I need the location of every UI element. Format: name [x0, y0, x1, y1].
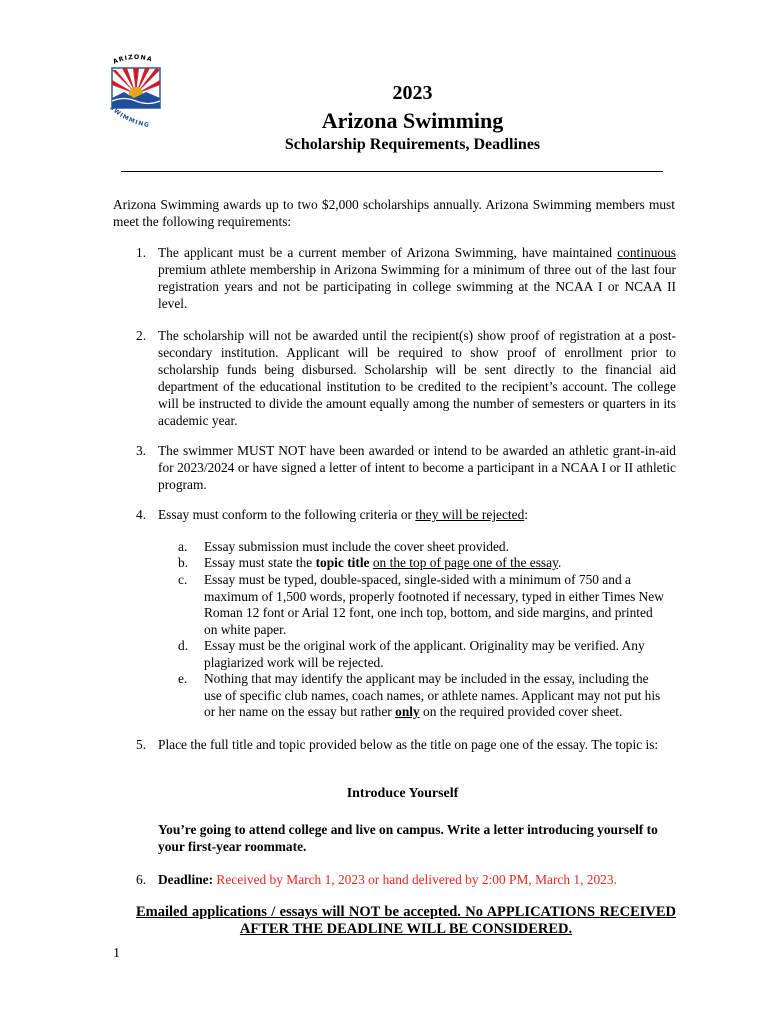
logo-bottom-text: SWIMMING [108, 104, 151, 128]
page-number: 1 [113, 946, 120, 961]
requirement-number: 4. [136, 507, 147, 522]
criteria-d: d. Essay must be the original work of the applicant. Originality may be verified. Any plagiarized work will be rejected. [178, 638, 645, 670]
requirement-5 [136, 736, 676, 753]
criteria-c: c. Essay must be typed, double-spaced, single-sided with a minimum of 750 and a maximum of 1,500 words, properly footnoted if necessary, typed in either Times New Roman 12 font or Arial 12 font, one inch top, bottom, and side margins, and printed on white paper. [178, 572, 664, 637]
underlined-text: they will be rejected [415, 507, 525, 522]
final-notice: Emailed applications / essays will NOT be accepted. No APPLICATIONS RECEIVED AFTER THE DEADLINE WILL BE CONSIDERED. [136, 904, 676, 937]
header-divider [121, 171, 663, 172]
requirement-text: The swimmer MUST NOT have been awarded or intend to be awarded an athletic grant-in-aid for 2023/2024 or have signed a letter of intent to become a participant in a NCAA I or II athletic program. [158, 443, 676, 492]
criteria-a: a. Essay submission must include the cover sheet provided. [178, 539, 509, 554]
intro-paragraph: Arizona Swimming awards up to two $2,000 scholarships annually. Arizona Swimming members must meet the following requirements: [113, 197, 675, 229]
requirement-number: 3. [136, 443, 147, 458]
requirement-text: The scholarship will not be awarded until the recipient(s) show proof of registration at a post-secondary institution. Applicant will be required to show proof of enrollment prior to scholarship funds being disbursed. Scholarship will be sent directly to the financial aid department of the educational institution to be credited to the recipient’s account. The college will be instructed to divide the amount equally among the number of semesters or quarters in its academic year. [158, 328, 676, 428]
header-subtitle: Scholarship Requirements, Deadlines [284, 136, 541, 153]
requirement-text: Place the full title and topic provided below as the title on page one of the essay. The topic is: [158, 737, 659, 752]
bold-underlined-text: only [395, 704, 420, 719]
requirement-3 [136, 442, 676, 493]
requirement-6-deadline [136, 871, 676, 888]
header-org: Arizona Swimming [321, 108, 504, 133]
requirement-number: 1. [136, 245, 147, 260]
requirement-1: 1. The applicant must be a current member of Arizona Swimming, have maintained continuous premium athlete membership in Arizona Swimming for a minimum of three out of the last four registration years and not be participating in college swimming at the NCAA I or NCAA II level. [136, 245, 676, 311]
bold-text: topic title [315, 555, 370, 570]
essay-topic-text: You’re going to attend college and live on campus. Write a letter introducing yourself to your first-year roommate. [158, 822, 658, 854]
essay-topic-title: Introduce Yourself [346, 786, 459, 801]
underlined-text: continuous [617, 245, 676, 260]
requirement-2 [136, 327, 676, 429]
deadline-label: Deadline: [158, 872, 214, 887]
requirement-number: 5. [136, 737, 147, 752]
criteria-e: e. Nothing that may identify the applicant may be included in the essay, including the use of specific club names, coach names, or athlete names. Applicant may not put his or her name on the essay but rather only on the required provided cover sheet. [178, 671, 661, 719]
svg-text:ARIZONA [112, 54, 153, 66]
requirement-number: 2. [136, 328, 147, 343]
header-year: 2023 [392, 82, 433, 104]
underlined-text: on the top of page one of the essay [372, 555, 558, 570]
deadline-text: Received by March 1, 2023 or hand delivered by 2:00 PM, March 1, 2023. [213, 872, 617, 887]
requirement-4: 4. Essay must conform to the following criteria or they will be rejected: [136, 507, 529, 522]
requirement-number: 6. [136, 872, 147, 887]
logo-top-text: ARIZONA [112, 54, 154, 66]
criteria-b: b. Essay must state the topic title on the top of page one of the essay. [178, 555, 562, 570]
